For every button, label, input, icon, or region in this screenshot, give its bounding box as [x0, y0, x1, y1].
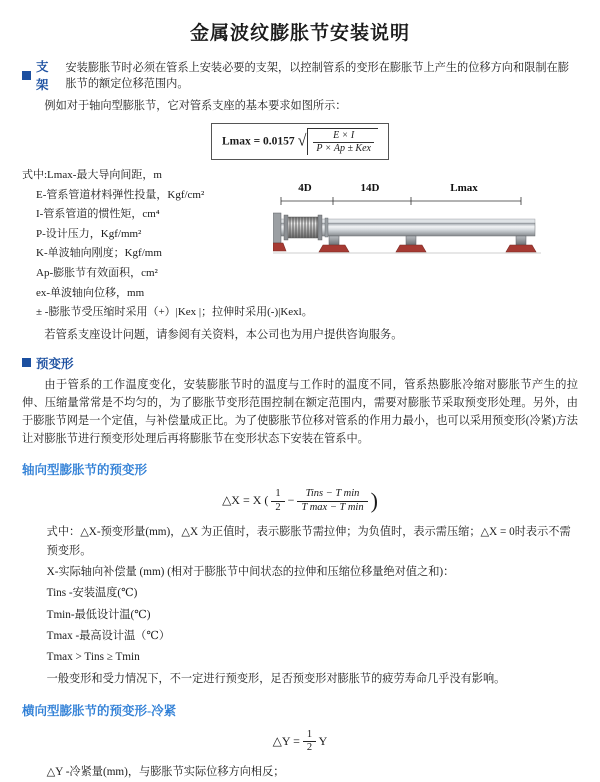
legend-item-E: E-管系管道材料弹性投量，Kgf/cm² [36, 188, 205, 201]
support-diagram [273, 166, 578, 323]
equation-axial-coef-num: 1 [271, 488, 284, 502]
subheading-lateral: 横向型膨胀节的预变形-冷紧 [22, 703, 177, 718]
equation-lateral-coef-den: 2 [306, 742, 313, 754]
legend-item-I: I-管系管道的惯性矩，cm⁴ [36, 208, 160, 221]
formula-lmax [22, 123, 578, 160]
support-paragraph-1: 安装膨胀节时必须在管系上安装必要的支架，以控制管系的变形在膨胀节上产生的位移方向和限制在膨胀节的额定位移范围内。 [65, 62, 569, 90]
blue-square-icon-2 [22, 358, 31, 367]
legend-intro: 式中:Lmax-最大导向间距，m [22, 169, 162, 182]
equation-lateral-coef-num: 1 [303, 729, 316, 743]
equation-axial-rhs: ) [370, 488, 378, 514]
diagram-label-14d: 14D [360, 182, 380, 195]
equation-axial-ratio-den: T max − T min [301, 502, 364, 514]
equation-axial-coef-den: 2 [275, 502, 281, 514]
axial-note-6: Tmax > Tins ≥ Tmin [46, 651, 140, 664]
section-heading-predeform-label: 预变形 [36, 356, 74, 371]
legend-item-ex: ex-单波轴向位移，mm [36, 286, 145, 299]
equation-axial-lhs: △X = X ( [222, 493, 269, 508]
legend-and-diagram [22, 166, 578, 323]
equation-lateral-coef [303, 729, 316, 755]
equation-axial-ratio-num: Tins − T min [297, 488, 367, 502]
predeform-paragraph-1: 由于管系的工作温度变化，安装膨胀节时的温度与工作时的温度不同，管系热膨胀冷缩对膨胀节产生的拉伸、压缩量常常是不均匀的，为了膨胀节变形范围控制在额定范围内，需要对膨胀节采取预变形处理。另外，由于膨胀节网是一个定值，与补偿量成正比。为了使膨胀节位移对管系的作用力最小，也可以采用预变形(冷紧)方法让对膨胀节进行预变形处理后再将膨胀节在变形状态下安装在管系中。 [22, 378, 578, 446]
legend-item-Ap: Ap-膨胀节有效面积，cm² [36, 267, 158, 280]
diagram-dimension-labels [273, 182, 578, 194]
section-heading-support [22, 57, 578, 93]
equation-lateral [22, 729, 578, 755]
formula-fraction [307, 128, 378, 155]
axial-note-3: Tins -安装温度(℃) [46, 587, 138, 600]
formula-numerator: E × I [313, 130, 374, 143]
equation-axial-ratio [297, 488, 367, 514]
page-title: 金属波纹膨胀节安装说明 [189, 23, 410, 44]
equation-axial-coef [271, 488, 284, 514]
formula-lmax-label: Lmax = 0.0157 [222, 135, 295, 148]
blue-square-icon [22, 71, 31, 80]
axial-note-5: Tmax -最高设计温（℃） [46, 629, 171, 642]
subheading-axial: 轴向型膨胀节的预变形 [22, 463, 148, 478]
support-closing-paragraph: 若管系支座设计问题，请参阅有关资料，本公司也为用户提供咨询服务。 [44, 328, 403, 341]
section-heading-support-label: 支架 [36, 60, 49, 92]
diagram-label-4d: 4D [298, 182, 312, 195]
formula-lmax-box [211, 123, 389, 160]
lateral-note-1: △Y -冷紧量(mm)，与膨胀节实际位移方向相反； [46, 765, 285, 778]
legend-item-P: P-设计压力，Kgf/mm² [36, 227, 142, 240]
formula-frac [311, 130, 376, 154]
equation-lateral-lhs: △Y = [272, 733, 300, 748]
equation-lateral-rhs: Y [318, 733, 328, 748]
piping-support-svg [273, 195, 541, 269]
axial-note-7: 一般变形和受力情况下，不一定进行预变形，足否预变形对膨胀节的疲劳寿命几乎没有影响。 [46, 672, 506, 685]
legend-item-sign: ± -膨胀节受压缩时采用（+）|Kex |；拉伸时采用(-)|Kexl。 [36, 306, 313, 319]
legend-item-K: K-单波轴向刚度；Kgf/mm [36, 247, 162, 260]
equation-axial-minus: − [287, 493, 295, 508]
axial-note-1: 式中：△X-预变形量(mm)，△X 为正值时，表示膨胀节需拉伸；为负值时，表示需压缩；△X = 0时表示不需预变形。 [46, 525, 571, 557]
support-paragraph-2: 例如对于轴向型膨胀节，它对管系支座的基本要求如图所示： [44, 100, 347, 112]
axial-note-4: Tmin-最低设计温(℃) [46, 608, 151, 621]
axial-note-2: X-实际轴向补偿量 (mm) (相对于膨胀节中间状态的拉伸和压缩位移量绝对值之和)： [46, 566, 455, 579]
formula-denominator: P × Ap ± Kex [316, 142, 371, 154]
sqrt-icon: √ [297, 132, 307, 150]
equation-axial [22, 488, 578, 514]
section-heading-predeform [22, 354, 578, 372]
diagram-label-lmax: Lmax [450, 182, 478, 195]
